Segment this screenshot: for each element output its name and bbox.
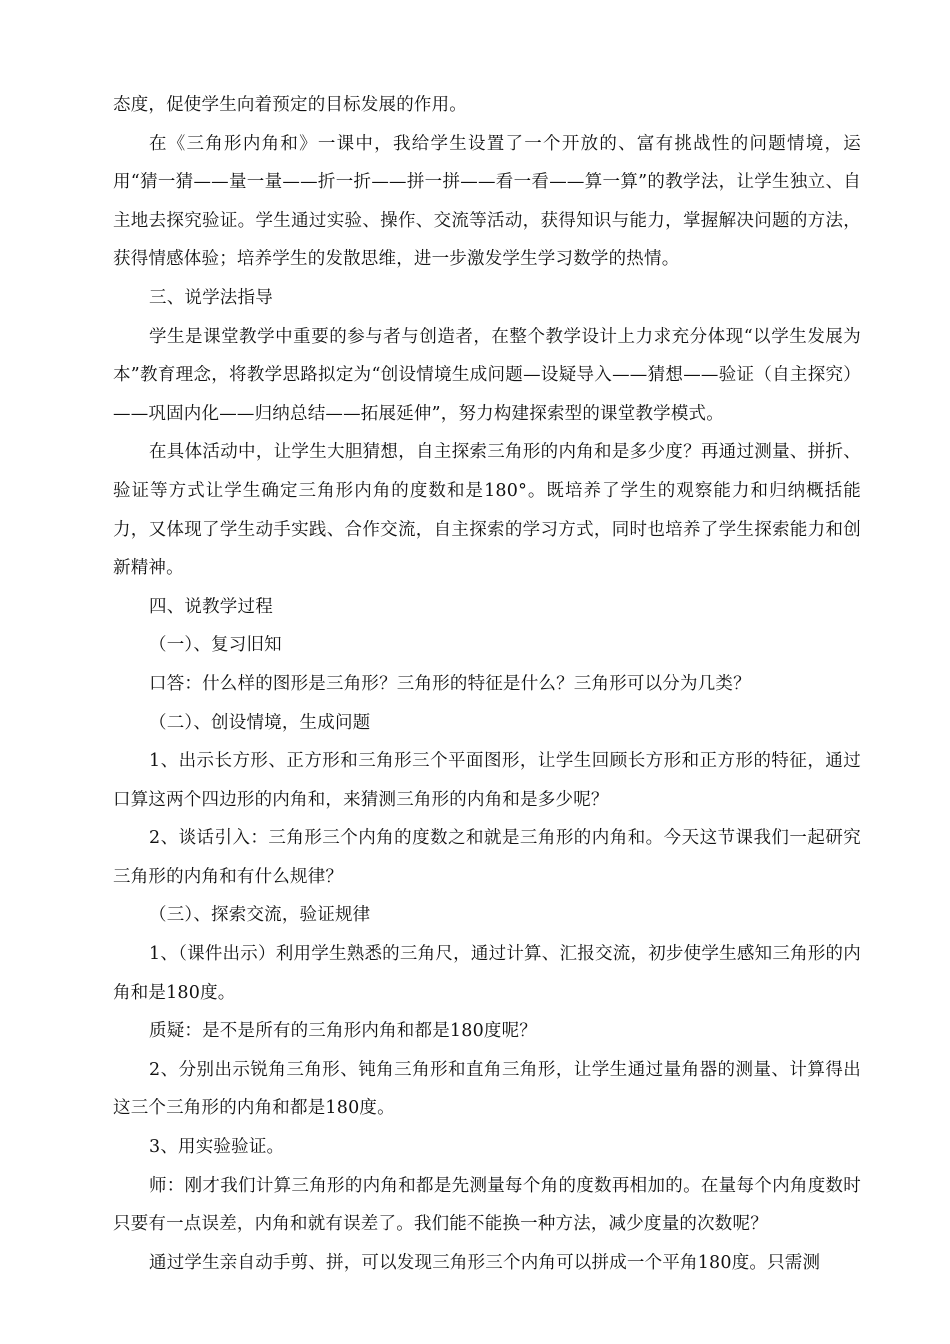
document-body bbox=[113, 86, 861, 1282]
paragraph: 1、（课件出示）利用学生熟悉的三角尺，通过计算、汇报交流，初步使学生感知三角形的内角和是180度。 bbox=[113, 944, 861, 1003]
paragraph: 通过学生亲自动手剪、拼，可以发现三角形三个内角可以拼成一个平角180度。只需测 bbox=[149, 1252, 821, 1273]
subsection-heading: （一）、复习旧知 bbox=[149, 635, 282, 656]
paragraph: 学生是课堂教学中重要的参与者与创造者，在整个教学设计上力求充分体现“以学生发展为本”教育理念，将教学思路拟定为“创设情境生成问题—设疑导入——猜想——验证（自主探究）——巩固内化——归纳总结——拓展延伸”，努力构建探索型的课堂教学模式。 bbox=[113, 326, 861, 424]
paragraph: 3、用实验验证。 bbox=[149, 1137, 285, 1158]
paragraph: 2、分别出示锐角三角形、钝角三角形和直角三角形，让学生通过量角器的测量、计算得出这三个三角形的内角和都是180度。 bbox=[113, 1059, 861, 1119]
paragraph: 质疑：是不是所有的三角形内角和都是180度呢？ bbox=[149, 1021, 538, 1042]
subsection-heading: （二）、创设情境，生成问题 bbox=[149, 712, 371, 733]
paragraph: 师：刚才我们计算三角形的内角和都是先测量每个角的度数再相加的。在量每个内角度数时只要有一点误差，内角和就有误差了。我们能不能换一种方法，减少度量的次数呢？ bbox=[113, 1175, 861, 1235]
paragraph: 2、谈话引入：三角形三个内角的度数之和就是三角形的内角和。今天这节课我们一起研究三角形的内角和有什么规律？ bbox=[113, 828, 861, 887]
paragraph: 在具体活动中，让学生大胆猜想，自主探索三角形的内角和是多少度？再通过测量、拼折、验证等方式让学生确定三角形内角的度数和是180°。既培养了学生的观察能力和归纳概括能力，又体现了学生动手实践、合作交流，自主探索的学习方式，同时也培养了学生探索能力和创新精神。 bbox=[113, 442, 861, 579]
section-heading: 四、说教学过程 bbox=[149, 596, 273, 617]
paragraph: 在《三角形内角和》一课中，我给学生设置了一个开放的、富有挑战性的问题情境，运用“猜一猜——量一量——折一折——拼一拼——看一看——算一算”的教学法，让学生独立、自主地去探究验证。学生通过实验、操作、交流等活动，获得知识与能力，掌握解决问题的方法，获得情感体验；培养学生的发散思维，进一步激发学生学习数学的热情。 bbox=[113, 133, 861, 270]
subsection-heading: （三）、探索交流，验证规律 bbox=[149, 905, 371, 926]
paragraph: 态度，促使学生向着预定的目标发展的作用。 bbox=[113, 95, 467, 115]
section-heading: 三、说学法指导 bbox=[149, 287, 273, 308]
paragraph: 1、出示长方形、正方形和三角形三个平面图形，让学生回顾长方形和正方形的特征，通过口算这两个四边形的内角和，来猜测三角形的内角和是多少呢？ bbox=[113, 751, 861, 810]
paragraph: 口答：什么样的图形是三角形？三角形的特征是什么？三角形可以分为几类？ bbox=[149, 673, 751, 694]
